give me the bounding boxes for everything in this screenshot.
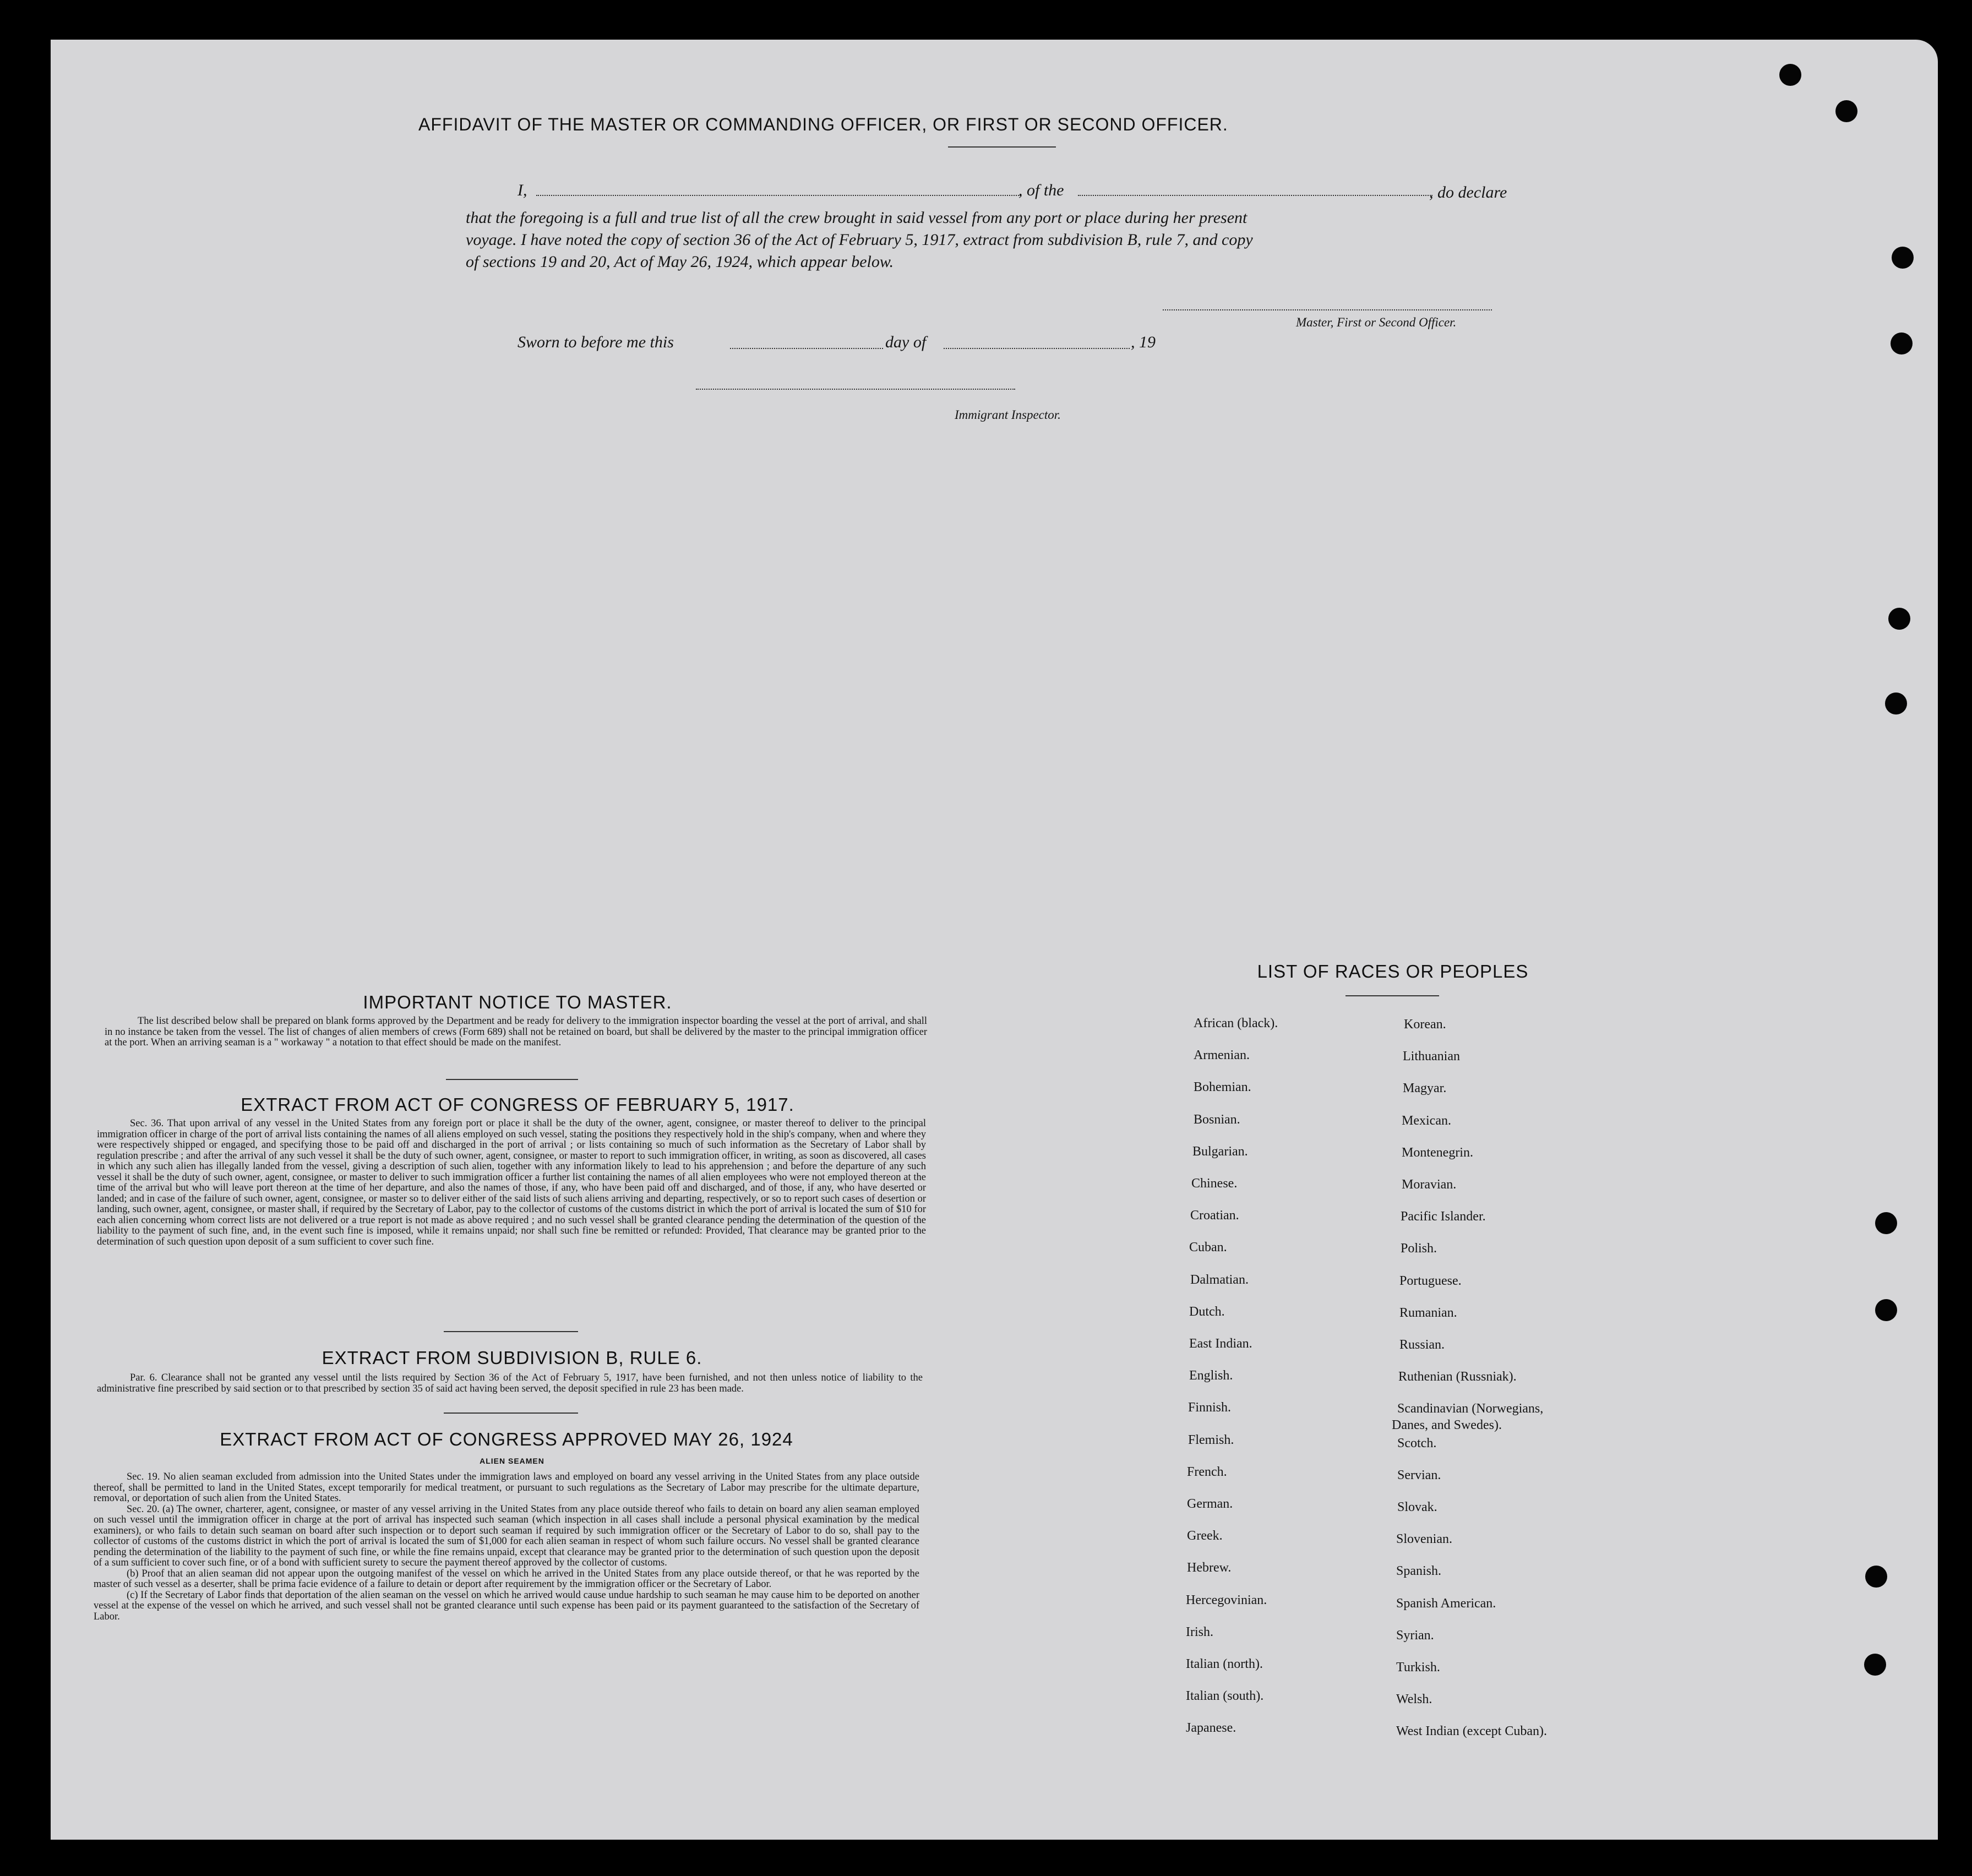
sworn-day-blank xyxy=(730,348,883,349)
race-item: Syrian. xyxy=(1396,1628,1434,1643)
punch-hole xyxy=(1875,1299,1897,1321)
race-item: Ruthenian (Russniak). xyxy=(1398,1370,1517,1384)
race-item: Irish. xyxy=(1186,1625,1213,1639)
divider xyxy=(444,1413,578,1414)
notice-heading: IMPORTANT NOTICE TO MASTER. xyxy=(363,992,672,1012)
race-item: Spanish. xyxy=(1396,1564,1442,1578)
race-item: Welsh. xyxy=(1396,1692,1432,1706)
race-item: Spanish American. xyxy=(1396,1596,1496,1611)
inspector-signature-line xyxy=(696,389,1015,390)
race-item: German. xyxy=(1187,1497,1233,1511)
extract-1924-text: Sec. 19. No alien seaman excluded from admission into the United States under the immigration laws and employed on board any vessel arriving in the United States from any place outside thereof, shall be permitted to land in the United States, except temporarily for medical treatment, or pursuant to such regulations as the Secretary of Labor may prescribe for the ultimate departure, removal, or deportation of such alien from the United States. Sec. 20. (a) The owner, charterer, agent, consignee, or master of any vessel arriving in the United States from any place outside thereof who fails to detain on board any alien seaman employed on such vessel until the immigration officer in charge at the port of arrival has inspected such seaman (which inspection in all cases shall include a personal physical examination by the medical examiners), or who fails to detain such seaman on board after such inspection or to deport such seaman if required by such immigration officer or the Secretary of Labor to do so, shall pay to the collector of customs of the customs district in which the port of arrival is located the sum of $1,000 for each alien seaman in respect of whom such failure occurs. No vessel shall be granted clearance pending the determination of the liability to the payment of such fine, or while the fine remains unpaid, except that clearance may be granted prior to the determination of such question upon the deposit of a sum sufficient to cover such fine, or of a bond with sufficient surety to secure the payment thereof approved by the collector of customs. (b) Proof that an alien seaman did not appear upon the outgoing manifest of the vessel on which he arrived in the United States from any place outside thereof, or that he was reported by the master of such vessel as a deserter, shall be prima facie evidence of a failure to detain or deport after requirement by the immigration officer or the Secretary of Labor. (c) If the Secretary of Labor finds that deportation of the alien seaman on the vessel on which he arrived would cause undue hardship to such seaman he may cause him to be deported on another vessel at the expense of the vessel on which he arrived, and such vessel shall not be granted clearance until such expense has been paid or its payment guaranteed to the satisfaction of the Secretary of Labor. xyxy=(94,1471,919,1622)
race-item: Bosnian. xyxy=(1194,1112,1240,1127)
divider xyxy=(446,1079,578,1080)
race-item: Servian. xyxy=(1397,1468,1441,1482)
race-item: Greek. xyxy=(1187,1529,1223,1543)
race-item: Polish. xyxy=(1401,1241,1437,1256)
affidavit-line3: voyage. I have noted the copy of section 36 of the Act of February 5, 1917, extract from subdivision B, rule 7, and copy xyxy=(466,231,1253,249)
punch-hole xyxy=(1864,1654,1886,1676)
extract-1924-heading: EXTRACT FROM ACT OF CONGRESS APPROVED MAY 26, 1924 xyxy=(220,1429,793,1449)
day-of-label: day of xyxy=(885,333,927,351)
divider xyxy=(948,146,1056,148)
master-signature-line xyxy=(1163,309,1492,310)
race-item: Japanese. xyxy=(1186,1721,1236,1735)
race-item: West Indian (except Cuban). xyxy=(1396,1724,1547,1738)
race-item: Montenegrin. xyxy=(1402,1146,1473,1160)
race-item: Scandinavian (Norwegians, xyxy=(1397,1401,1544,1416)
race-item: Slovenian. xyxy=(1396,1532,1452,1546)
extract-1917-text: Sec. 36. That upon arrival of any vessel in the United States from any foreign port or place it shall be the duty of the owner, agent, consignee, or master thereof to deliver to the principal immigration officer in charge of the port of arrival lists containing the names of all aliens employed on such vessel, stating the positions they respectively hold in the ship's company, when and where they were respectively shipped or engaged, and specifying those to be paid off and discharged in the port of arrival ; or lists containing so much of such information as the Secretary of Labor shall by regulation prescribe ; and after the arrival of any such vessel it shall be the duty of such owner, agent, consignee, or master to report to such immigration officer, in writing, as soon as discovered, all cases in which any such alien has illegally landed from the vessel, giving a description of such alien, together with any information likely to lead to his apprehension ; and before the departure of any such vessel it shall be the duty of such owner, agent, consignee, or master to deliver to such immigration officer a further list containing the names of all alien employees who were not employed thereon at the time of the arrival but who will leave port thereon at the time of her departure, and also the names of those, if any, who have been paid off and discharged, and of those, if any, who have deserted or landed; and in case of the failure of such owner, agent, consignee, or master so to deliver either of the said lists of such aliens arriving and departing, respectively, or so to report such cases of desertion or landing, such owner, agent, consignee, or master shall, if required by the Secretary of Labor, pay to the collector of customs of the customs district in which the port of arrival is located the sum of $10 for each alien concerning whom correct lists are not delivered or a true report is not made as above required ; and no such vessel shall be granted clearance pending the determination of the question of the liability to the payment of such fine, and, in the event such fine is imposed, while it remains unpaid; nor shall such fine be remitted or refunded: Provided, That clearance may be granted prior to the determination of such question upon deposit of a sum sufficient to cover such fine. xyxy=(97,1118,926,1247)
race-item: Scotch. xyxy=(1397,1436,1437,1450)
race-item: Cuban. xyxy=(1189,1240,1227,1255)
affidavit-line4: of sections 19 and 20, Act of May 26, 1924, which appear below. xyxy=(466,253,894,271)
race-item: East Indian. xyxy=(1189,1337,1252,1351)
race-item: Lithuanian xyxy=(1403,1049,1460,1064)
affidavit-line2: that the foregoing is a full and true list of all the crew brought in said vessel from any port or place during her present xyxy=(466,209,1248,227)
punch-hole xyxy=(1875,1212,1897,1234)
race-item: English. xyxy=(1189,1368,1233,1383)
alien-seamen-subheading: ALIEN SEAMEN xyxy=(480,1457,544,1465)
races-heading: LIST OF RACES OR PEOPLES xyxy=(1257,961,1529,981)
notice-text: The list described below shall be prepared on blank forms approved by the Department and be ready for delivery to the immigration inspector boarding the vessel at the port of arrival, and shall in no instance be taken from the vessel. The list of changes of alien members of crews (Form 689) shall not be retained on board, but shall be delivered by the master to the principal immigration officer at the port. When an arriving seaman is a " workaway " a notation to that effect should be made on the manifest. xyxy=(105,1016,927,1048)
race-item: Dutch. xyxy=(1189,1305,1225,1319)
race-item: Croatian. xyxy=(1190,1208,1239,1223)
master-signature-label: Master, First or Second Officer. xyxy=(1296,315,1457,329)
divider xyxy=(444,1331,578,1332)
punch-hole xyxy=(1888,608,1910,630)
race-item: Rumanian. xyxy=(1399,1306,1457,1320)
race-item: Portuguese. xyxy=(1399,1274,1462,1288)
race-item: Slovak. xyxy=(1397,1500,1437,1514)
race-item-continuation: Danes, and Swedes). xyxy=(1392,1418,1502,1432)
punch-hole xyxy=(1835,100,1857,122)
race-item: Russian. xyxy=(1399,1338,1445,1352)
race-item: Chinese. xyxy=(1191,1176,1238,1191)
race-item: Flemish. xyxy=(1188,1433,1234,1447)
punch-hole xyxy=(1865,1566,1887,1588)
affidavit-do-declare: , do declare xyxy=(1429,183,1507,201)
inspector-label: Immigrant Inspector. xyxy=(955,408,1061,422)
race-item: Finnish. xyxy=(1188,1400,1232,1415)
divider xyxy=(1345,995,1439,996)
punch-hole xyxy=(1885,692,1907,715)
race-item: Turkish. xyxy=(1396,1660,1440,1675)
race-item: Hercegovinian. xyxy=(1186,1593,1267,1607)
race-item: Italian (north). xyxy=(1186,1657,1263,1671)
race-item: French. xyxy=(1187,1465,1227,1479)
name-blank xyxy=(536,195,1021,196)
race-item: Mexican. xyxy=(1402,1114,1451,1128)
race-item: Dalmatian. xyxy=(1190,1273,1249,1287)
punch-hole xyxy=(1891,332,1913,355)
sworn-month-blank xyxy=(944,348,1130,349)
punch-hole xyxy=(1779,64,1801,86)
race-item: Bohemian. xyxy=(1194,1080,1251,1094)
affidavit-of-the: , of the xyxy=(1018,181,1064,199)
affidavit-i-label: I, xyxy=(517,181,527,199)
race-item: Korean. xyxy=(1404,1017,1446,1032)
extract-1917-heading: EXTRACT FROM ACT OF CONGRESS OF FEBRUARY 5, 1917. xyxy=(241,1094,794,1115)
race-item: Moravian. xyxy=(1402,1177,1457,1192)
race-item: Bulgarian. xyxy=(1192,1144,1248,1159)
affidavit-heading: AFFIDAVIT OF THE MASTER OR COMMANDING OFFICER, OR FIRST OR SECOND OFFICER. xyxy=(418,114,1228,134)
sworn-label: Sworn to before me this xyxy=(517,333,674,351)
race-item: Magyar. xyxy=(1403,1081,1447,1095)
year-label: , 19 xyxy=(1131,333,1156,351)
vessel-blank xyxy=(1078,195,1432,196)
punch-hole xyxy=(1892,247,1914,269)
extract-rule6-heading: EXTRACT FROM SUBDIVISION B, RULE 6. xyxy=(322,1348,702,1368)
extract-rule6-text: Par. 6. Clearance shall not be granted any vessel until the lists required by Section 36 of the Act of February 5, 1917, have been furnished, and not then unless notice of liability to the administrative fine prescribed by said section or to that prescribed by section 35 of said act having been served, the deposit specified in rule 23 has been made. xyxy=(97,1372,923,1394)
race-item: Hebrew. xyxy=(1187,1561,1232,1575)
race-item: Pacific Islander. xyxy=(1401,1209,1486,1224)
race-item: Italian (south). xyxy=(1186,1689,1264,1703)
race-item: Armenian. xyxy=(1194,1048,1250,1062)
race-item: African (black). xyxy=(1194,1016,1278,1030)
